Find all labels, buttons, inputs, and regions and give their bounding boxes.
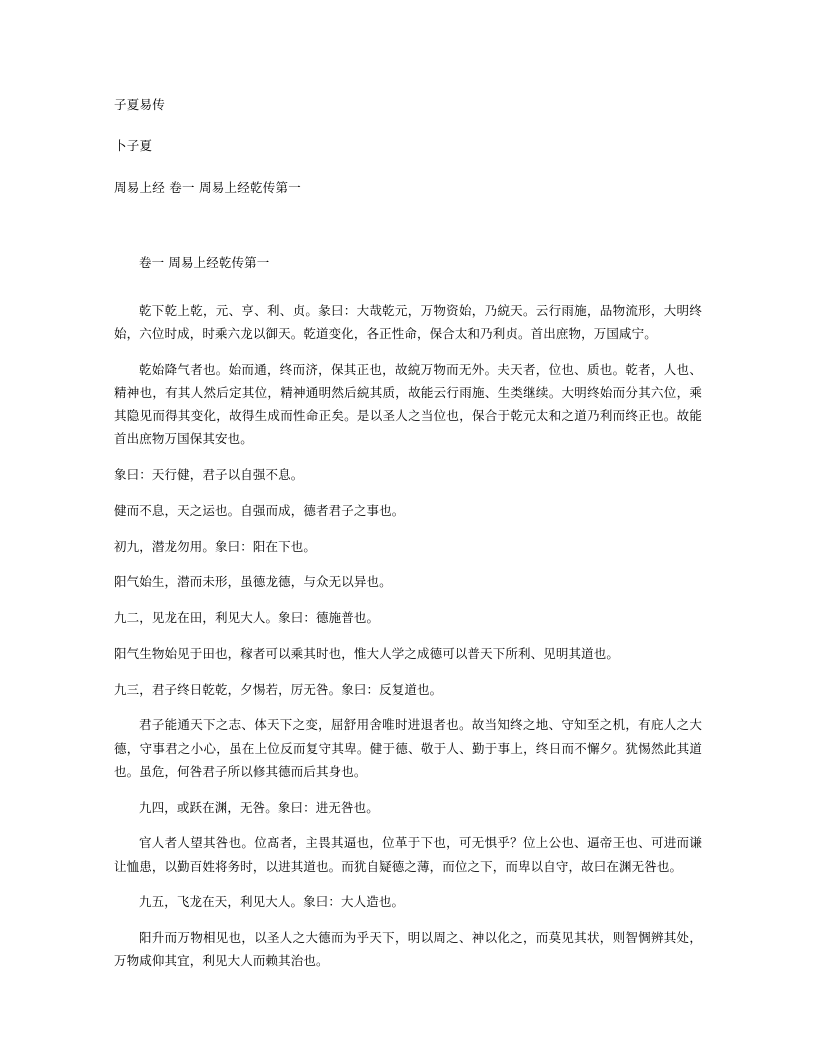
body-text	[114, 251, 702, 972]
paragraph-jiuwu-commentary: 阳升而万物相见也，以圣人之大德而为乎天下，明以周之、神以化之，而莫见其状，则智惆辨其处，万物咸仰其宜，利见大人而赖其治也。	[114, 930, 702, 969]
paragraph-jiuer-line: 九二，见龙在田，利见大人。象曰：德施普也。	[114, 610, 380, 626]
paragraph-jiuwu-line: 九五，飞龙在天，利见大人。象曰：大人造也。	[139, 894, 405, 910]
paragraph-chujiu-line: 初九，潜龙勿用。象曰：阳在下也。	[114, 538, 317, 554]
paragraph-jiusan-line: 九三，君子终日乾乾，夕惕若，厉无咎。象曰：反复道也。	[114, 681, 443, 697]
document-author: 卜子夏	[114, 138, 153, 154]
page-content	[114, 0, 702, 973]
paragraph-jiusi-commentary: 官人者人望其咎也。位髙者，主畏其逼也，位革于下也，可无惧乎？位上公也、逼帝王也、可进而谦让恤患，以勤百姓将务时，以进其道也。而犹自疑德之薄，而位之下，而卑以自守，故曰在渊无咎也。	[114, 835, 702, 874]
paragraph-jiuer-commentary: 阳气生物始见于田也，稼者可以乘其时也，惟大人学之成德可以普天下所利、见明其道也。	[114, 645, 620, 661]
paragraph-qian-hexagram-text: 乾下乾上乾，元、亨、利、贞。彖曰：大哉乾元，万物资始，乃綂天。云行雨施，品物流形，大明终始，六位时成，时乘六龙以御天。乾道变化，各正性命，保合太和乃利贞。首出庶物，万国咸宁。	[114, 302, 702, 341]
paragraph-xiang-tian-xing-jian: 象曰：天行健，君子以自强不息。	[114, 467, 304, 483]
paragraph-jiusi-line: 九四，或跃在渊，无咎。象曰：进无咎也。	[139, 799, 379, 815]
front-matter	[114, 96, 702, 197]
paragraph-chujiu-commentary: 阳气始生，潜而未形，虽德龙德，与众无以异也。	[114, 574, 392, 590]
section-heading: 卷一 周易上经乾传第一	[139, 255, 270, 271]
breadcrumb: 周易上经 卷一 周易上经乾传第一	[114, 180, 301, 196]
paragraph-xiang-commentary: 健而不息，天之运也。自强而成，德者君子之事也。	[114, 502, 405, 518]
paragraph-list	[114, 299, 702, 973]
paragraph-qian-commentary: 乾始降气者也。始而通，终而济，保其正也，故綂万物而无外。夫天者，位也、质也。乾者，人也、精神也，有其人然后定其位，精神通明然后綂其质，故能云行雨施、生类继续。大明终始而分其六位，乘其隐见而得其变化，故得生成而性命正矣。是以圣人之当位也，保合于乾元太和之道乃利而终正也。故能首出庶物万国保其安也。	[114, 361, 702, 447]
paragraph-jiusan-commentary: 君子能通天下之志、体天下之变，屈舒用舍唯时进退者也。故当知终之地、守知至之机，有庇人之大德，守事君之小心，虽在上位反而复守其卑。健于德、敬于人、勤于事上，终日而不懈夕。犹惕然此其道也。虽危，何咎君子所以修其德而后其身也。	[114, 717, 702, 779]
document-title: 子夏易传	[114, 97, 166, 112]
